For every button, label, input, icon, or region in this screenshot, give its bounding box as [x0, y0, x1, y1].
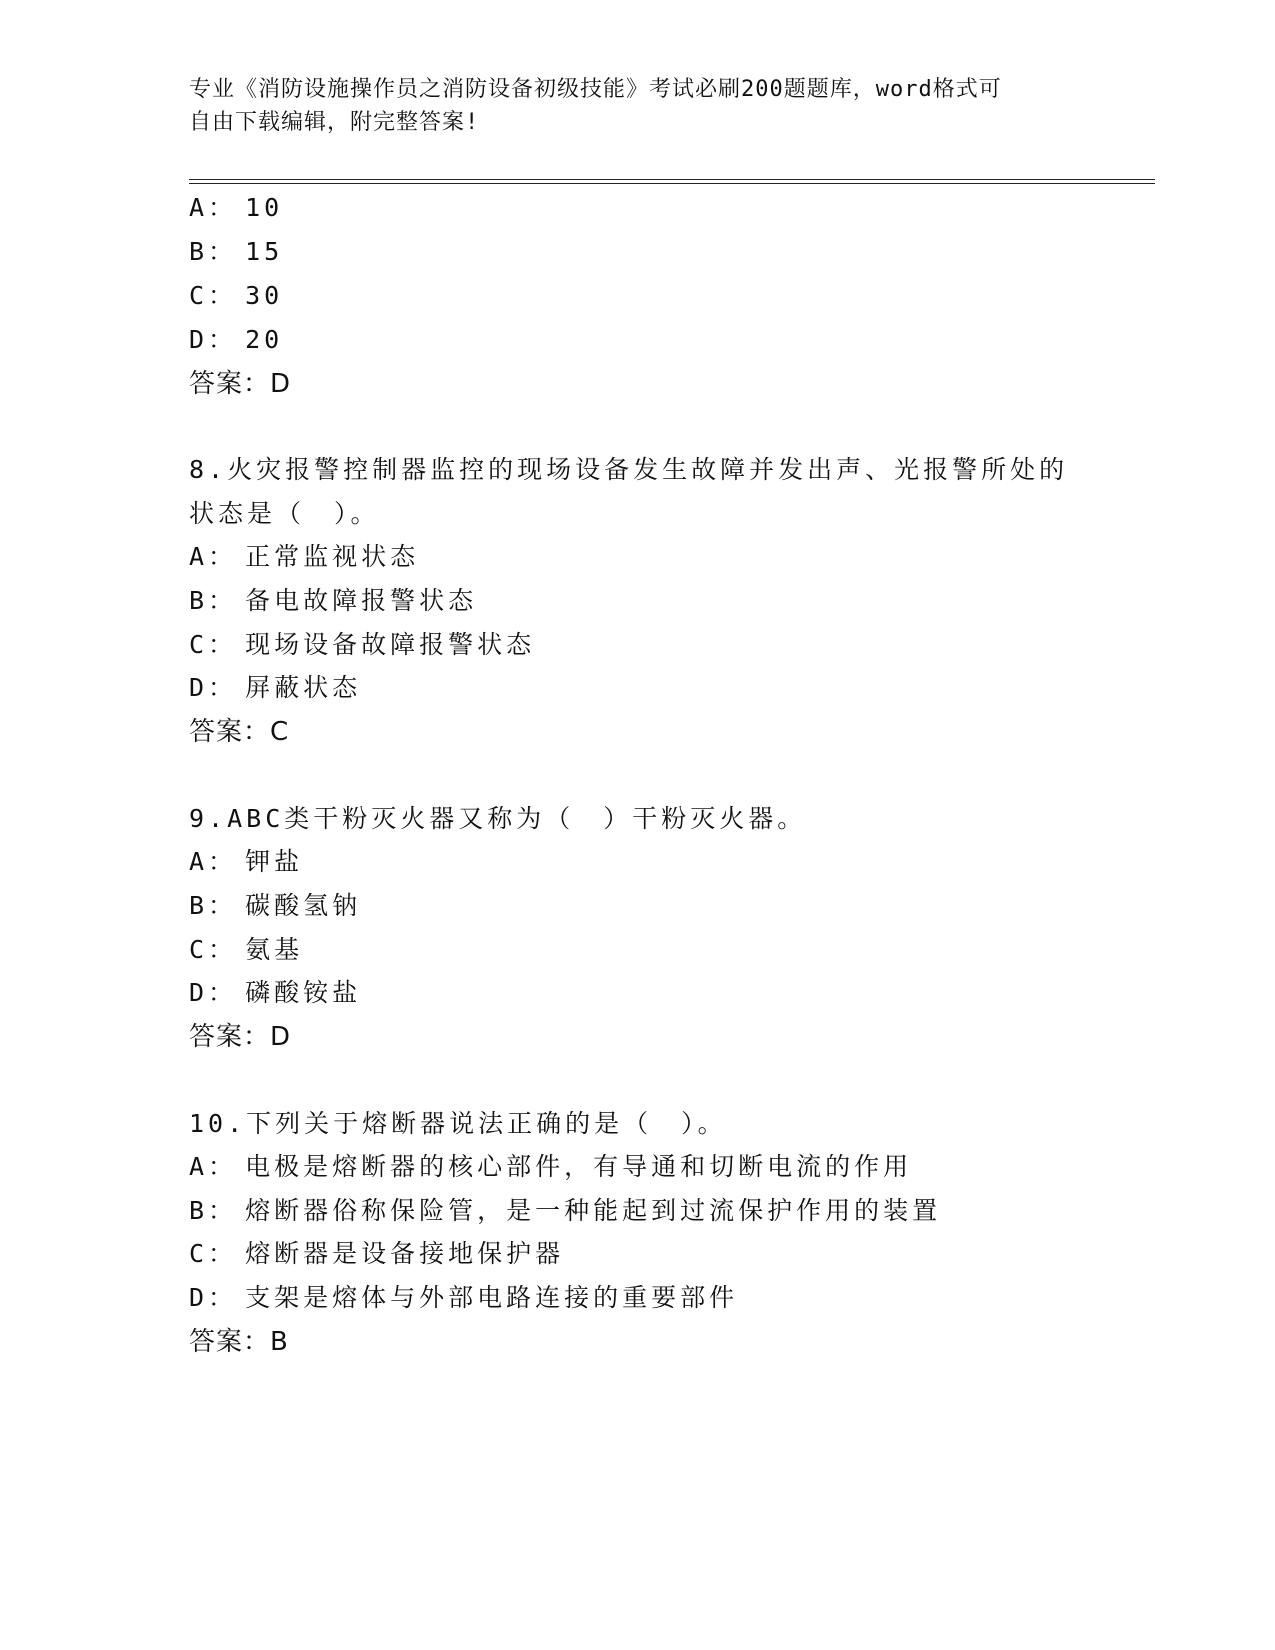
q9-stem-line-1: 9.ABC类干粉灭火器又称为（ ）干粉灭火器。: [189, 804, 807, 833]
option-text: 碳酸氢钠: [245, 891, 362, 920]
option-text: 10: [245, 193, 284, 222]
option-text: 熔断器俗称保险管，是一种能起到过流保护作用的装置: [245, 1196, 942, 1225]
q10-option-b: [189, 1195, 941, 1227]
q8-stem-line-2: 状态是（ ）。: [189, 499, 380, 528]
option-text: 钾盐: [245, 847, 304, 876]
q8-option-a: [189, 541, 419, 573]
q9-option-d: [189, 977, 361, 1009]
q8-option-c: [189, 629, 535, 661]
option-text: 磷酸铵盐: [245, 978, 362, 1007]
option-letter: D：: [189, 978, 238, 1007]
q9-option-b: [189, 890, 361, 922]
option-text: 备电故障报警状态: [245, 586, 478, 615]
header-line-1: 专业《消防设施操作员之消防设备初级技能》考试必刷200题题库，word格式可: [189, 77, 1002, 102]
header-line-2: 自由下载编辑，附完整答案!: [189, 110, 480, 135]
q8-option-b: [189, 585, 477, 617]
option-letter: C：: [189, 1239, 238, 1268]
option-letter: D：: [189, 673, 238, 702]
q10-option-c: [189, 1238, 564, 1270]
option-letter: A：: [189, 542, 238, 571]
option-letter: B：: [189, 586, 238, 615]
q8-stem-line-1: 8.火灾报警控制器监控的现场设备发生故障并发出声、光报警所处的: [189, 455, 1069, 484]
option-text: 现场设备故障报警状态: [245, 630, 536, 659]
option-letter: C：: [189, 630, 238, 659]
option-text: 熔断器是设备接地保护器: [245, 1239, 565, 1268]
option-letter: A：: [189, 847, 238, 876]
option-text: 电极是熔断器的核心部件，有导通和切断电流的作用: [245, 1152, 913, 1181]
q7-option-c: [189, 280, 283, 312]
option-text: 屏蔽状态: [245, 673, 362, 702]
option-letter: D：: [189, 325, 238, 354]
option-letter: B：: [189, 237, 238, 266]
q10-option-d: [189, 1282, 738, 1314]
option-text: 15: [245, 237, 284, 266]
q10-option-a: [189, 1151, 912, 1183]
option-text: 氨基: [245, 935, 304, 964]
option-text: 30: [245, 281, 284, 310]
header-divider-top: [189, 179, 1155, 180]
q7-option-d: [189, 324, 283, 356]
option-letter: A：: [189, 1152, 238, 1181]
option-text: 正常监视状态: [245, 542, 420, 571]
option-text: 支架是熔体与外部电路连接的重要部件: [245, 1283, 739, 1312]
q7-answer: 答案：D: [189, 369, 292, 399]
q8-option-d: [189, 672, 361, 704]
q9-option-a: [189, 846, 303, 878]
q7-option-b: [189, 236, 283, 268]
q8-answer: 答案：C: [189, 717, 290, 747]
q7-option-a: [189, 192, 283, 224]
q10-stem-line-1: 10.下列关于熔断器说法正确的是（ ）。: [189, 1109, 727, 1138]
q9-answer: 答案：D: [189, 1022, 292, 1052]
option-text: 20: [245, 325, 284, 354]
document-header: [189, 73, 1089, 139]
option-letter: A：: [189, 193, 238, 222]
q9-option-c: [189, 934, 303, 966]
option-letter: B：: [189, 891, 238, 920]
q10-answer: 答案：B: [189, 1327, 289, 1357]
option-letter: D：: [189, 1283, 238, 1312]
option-letter: B：: [189, 1196, 238, 1225]
option-letter: C：: [189, 281, 238, 310]
header-divider-bottom: [189, 183, 1155, 184]
option-letter: C：: [189, 935, 238, 964]
